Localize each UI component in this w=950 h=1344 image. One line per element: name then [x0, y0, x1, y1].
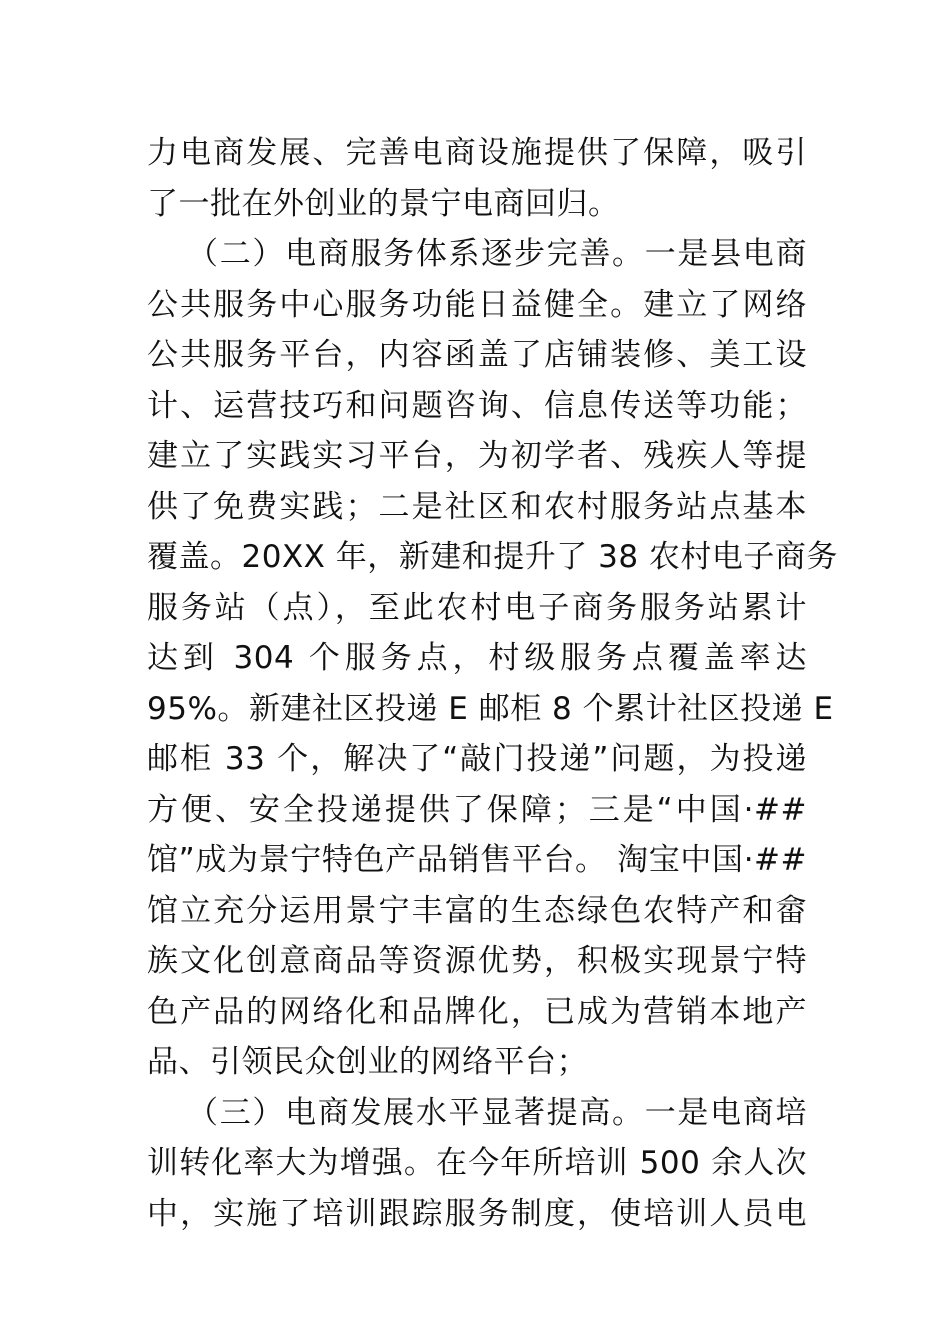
- text-line: 中，实施了培训跟踪服务制度，使培训人员电: [147, 1195, 807, 1232]
- text-line: 覆盖。20XX 年，新建和提升了 38 农村电子商务: [147, 539, 838, 575]
- text-line: 服务站（点），至此农村电子商务服务站累计: [147, 589, 807, 626]
- text-line: 馆立充分运用景宁丰富的生态绿色农特产和畲: [147, 892, 807, 929]
- text-line: 95%。新建社区投递 E 邮柜 8 个累计社区投递 E: [147, 690, 834, 727]
- body-text: [147, 128, 838, 1239]
- text-line: 力电商发展、完善电商设施提供了保障，吸引: [147, 135, 807, 171]
- text-line: 公共服务中心服务功能日益健全。建立了网络: [147, 286, 807, 323]
- text-line: 训转化率大为增强。在今年所培训 500 余人次: [147, 1145, 807, 1181]
- text-line: 达到 304 个服务点，村级服务点覆盖率达: [147, 640, 807, 676]
- text-line: 邮柜 33 个，解决了“敲门投递”问题，为投递: [147, 741, 807, 777]
- text-line: 方便、安全投递提供了保障；三是“中国·##: [147, 791, 807, 828]
- text-line: 族文化创意商品等资源优势，积极实现景宁特: [147, 943, 807, 979]
- text-line: 计、运营技巧和问题咨询、信息传送等功能；: [147, 387, 807, 424]
- text-line: 品、引领民众创业的网络平台；: [147, 1044, 588, 1080]
- text-line: 供了免费实践；二是社区和农村服务站点基本: [147, 488, 807, 525]
- text-line: 公共服务平台，内容函盖了店铺装修、美工设: [147, 337, 807, 373]
- text-line: 色产品的网络化和品牌化，已成为营销本地产: [147, 993, 807, 1030]
- text-line: 了一批在外创业的景宁电商回归。: [147, 185, 620, 222]
- text-line: 馆”成为景宁特色产品销售平台。 淘宝中国·##: [147, 842, 807, 878]
- paragraph-heading-line: （三）电商发展水平显著提高。一是电商培: [187, 1094, 807, 1131]
- paragraph-heading-line: （二）电商服务体系逐步完善。一是县电商: [187, 236, 807, 272]
- text-line: 建立了实践实习平台，为初学者、残疾人等提: [147, 438, 807, 474]
